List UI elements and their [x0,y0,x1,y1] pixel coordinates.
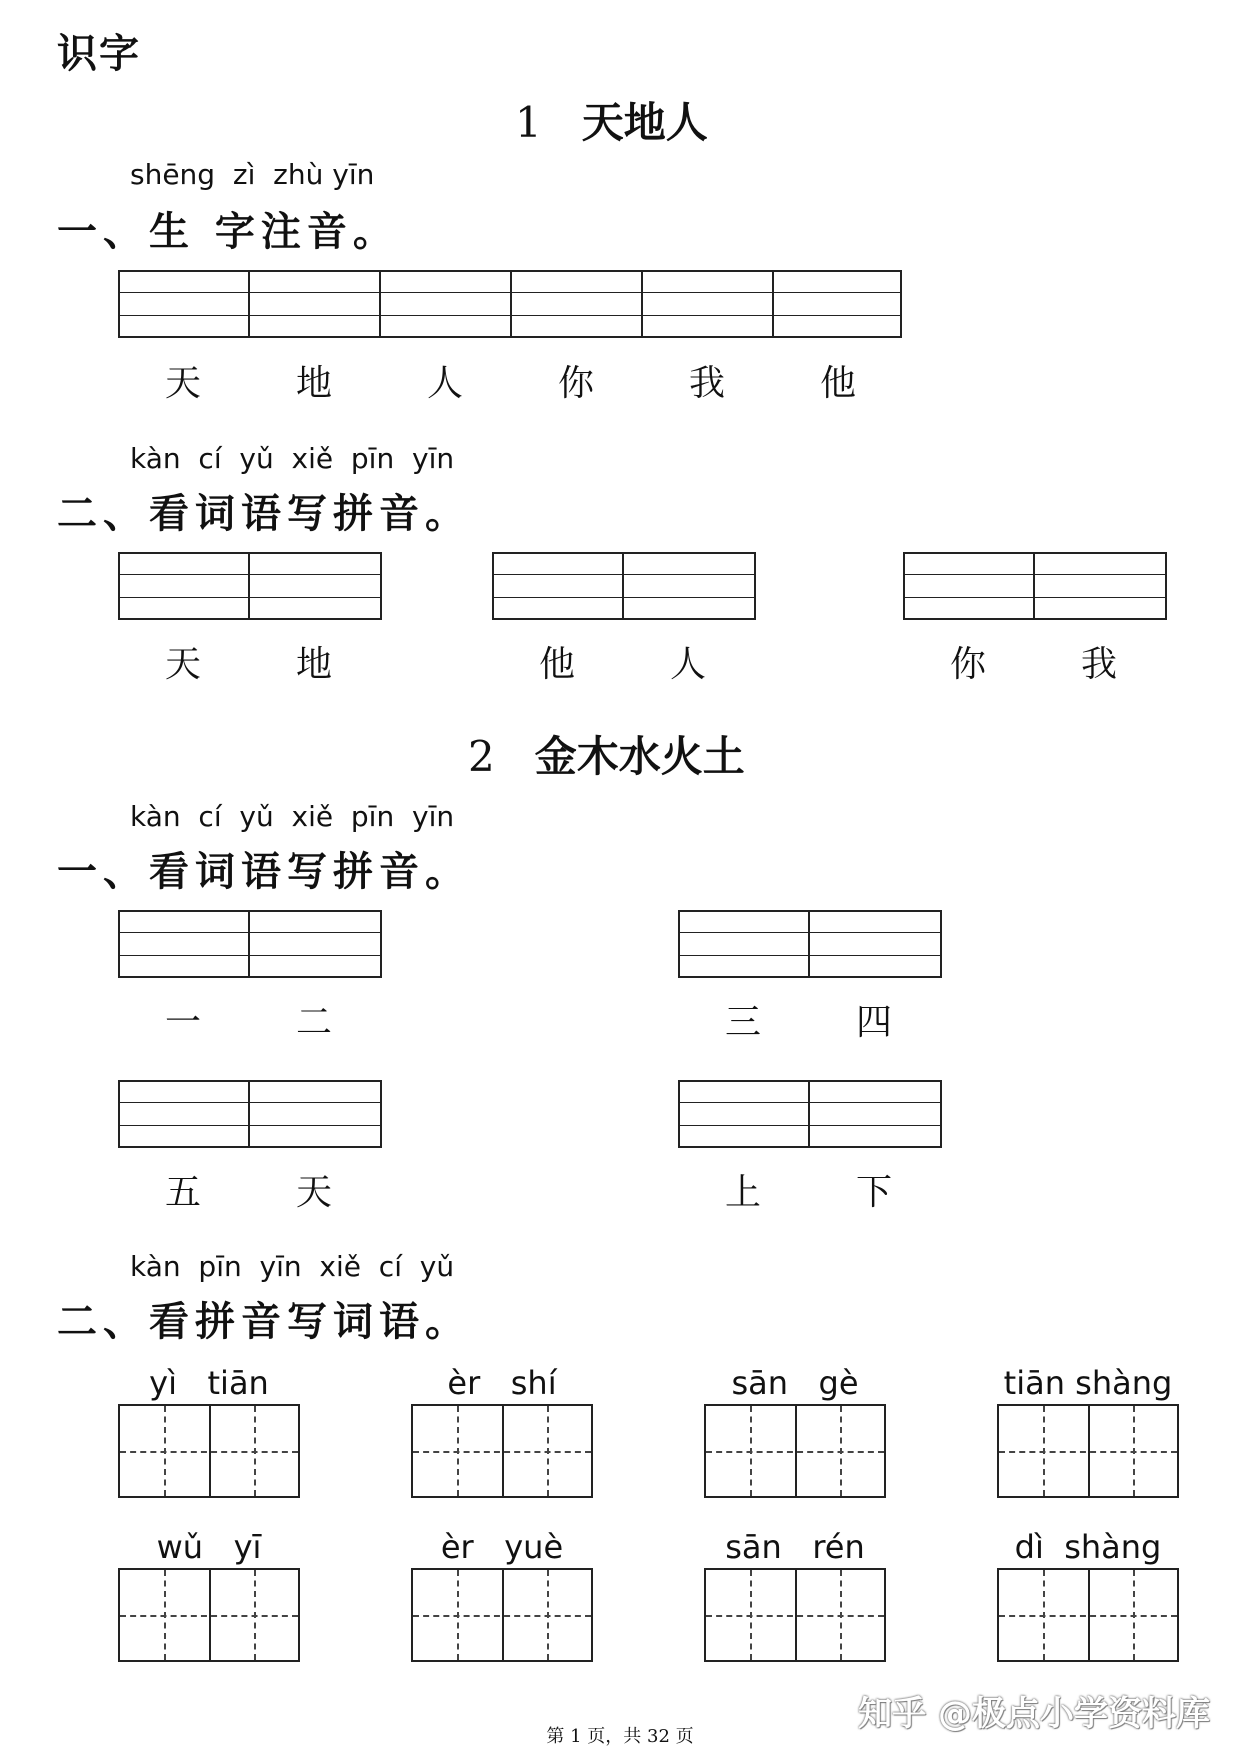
pinyin-label: èr yuè [440,1528,564,1566]
tianzige-box-3[interactable] [704,1404,886,1498]
word-char: 你 [949,644,986,685]
tianzige-box-4[interactable] [997,1404,1179,1498]
pinyin-label: yì tiān [149,1364,269,1402]
lesson-2-name: 金木水火土 [534,732,745,781]
char-ni: 你 [557,363,594,404]
lesson-2-title [468,724,745,784]
lesson-2-part-2-pinyin-hint: kàn pīn yīn xiě cí yǔ [130,1250,455,1283]
lesson-1-part-1-heading: 一、生 字注音。 [57,209,399,255]
tianzige-box-1[interactable] [118,1404,300,1498]
pinyin-label: wǔ yī [156,1528,262,1566]
word-char: 他 [538,644,575,685]
tianzige-box-5[interactable] [118,1568,300,1662]
tianzige-box-2[interactable] [411,1404,593,1498]
lesson-2-part-1-pinyin-hint: kàn cí yǔ xiě pīn yīn [130,800,455,833]
lesson-2-part-1-heading: 一、看词语写拼音。 [57,849,471,895]
lesson-1-word-grid-3[interactable] [903,552,1167,620]
lesson-1-word-grid-2[interactable] [492,552,756,620]
lesson-1-title [515,90,708,150]
lesson-2-word-grid-1[interactable] [118,910,382,978]
tianzige-box-7[interactable] [704,1568,886,1662]
lesson-1-word-grid-1[interactable] [118,552,382,620]
lesson-1-part-1-pinyin-hint: shēng zì zhù yīn [130,158,375,191]
word-char: 地 [295,644,332,685]
lesson-1-part-1-pinyin-grid[interactable] [118,270,902,338]
char-tian: 天 [164,363,201,404]
page-footer: 第 1 页，共 32 页 [546,1726,694,1747]
lesson-2-number: 2 [468,732,495,781]
word-char: 天 [164,644,201,685]
word-char: 三 [724,1002,761,1043]
word-char: 上 [724,1172,761,1213]
lesson-2-word-grid-2[interactable] [678,910,942,978]
lesson-1-part-2-heading: 二、看词语写拼音。 [57,491,471,537]
tianzige-box-8[interactable] [997,1568,1179,1662]
pinyin-label: tiān shàng [1003,1364,1173,1402]
lesson-1-name: 天地人 [581,98,708,147]
pinyin-label: èr shí [447,1364,557,1402]
lesson-1-number: 1 [515,98,542,147]
word-char: 四 [855,1002,892,1043]
pinyin-label: dì shàng [1014,1528,1162,1566]
word-char: 我 [1080,644,1117,685]
char-ta: 他 [819,363,856,404]
section-title: 识字 [57,31,141,77]
word-char: 人 [669,644,706,685]
word-char: 二 [295,1002,332,1043]
lesson-1-part-2-pinyin-hint: kàn cí yǔ xiě pīn yīn [130,442,455,475]
word-char: 下 [855,1172,892,1213]
word-char: 天 [295,1172,332,1213]
watermark: 知乎 @极点小学资料库 [858,1694,1210,1734]
char-di: 地 [295,363,332,404]
word-char: 五 [164,1172,201,1213]
word-char: 一 [164,1002,201,1043]
lesson-2-word-grid-3[interactable] [118,1080,382,1148]
lesson-2-part-2-heading: 二、看拼音写词语。 [57,1299,471,1345]
char-wo: 我 [688,363,725,404]
tianzige-box-6[interactable] [411,1568,593,1662]
lesson-2-word-grid-4[interactable] [678,1080,942,1148]
char-ren: 人 [426,363,463,404]
pinyin-label: sān rén [725,1528,865,1566]
pinyin-label: sān gè [731,1364,859,1402]
